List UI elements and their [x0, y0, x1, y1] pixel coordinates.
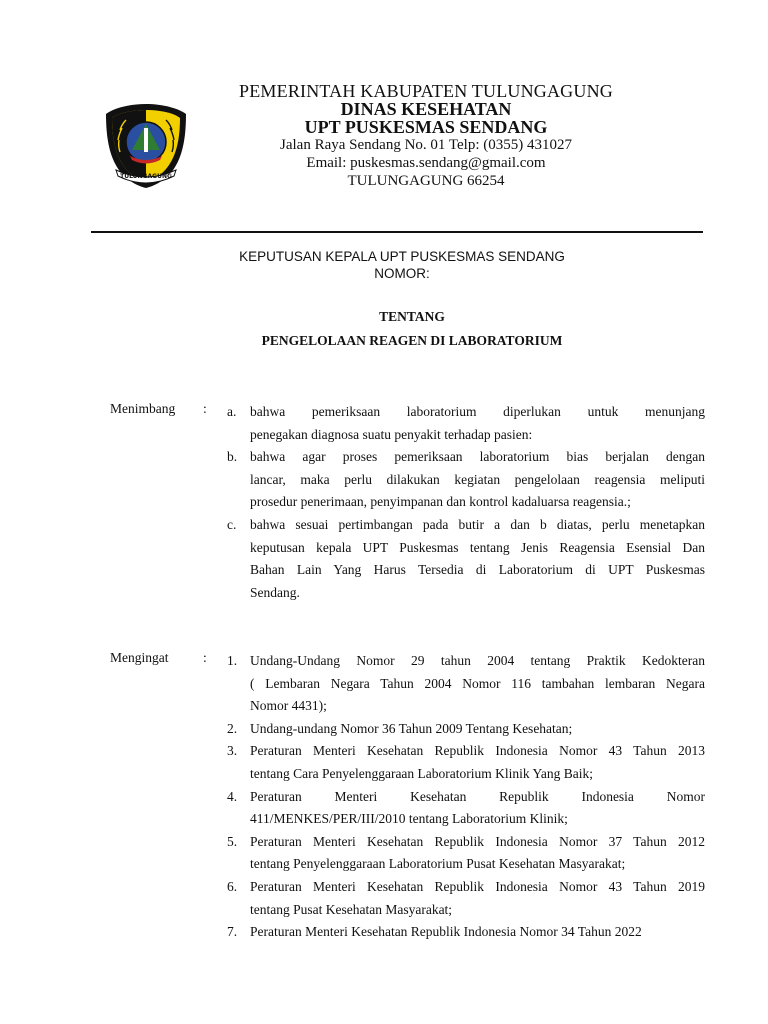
mengingat-item — [227, 650, 705, 718]
menimbang-item — [227, 514, 705, 604]
address-line: Jalan Raya Sendang No. 01 Telp: (0355) 431027 — [280, 137, 572, 153]
mengingat-item-text-line: tentang Pusat Kesehatan Masyarakat; — [250, 901, 453, 917]
mengingat-item-text-line: Peraturan Menteri Kesehatan Republik Indonesia Nomor — [250, 788, 705, 804]
menimbang-item-text-line: Sendang. — [250, 584, 300, 600]
topic-label: TENTANG — [379, 309, 445, 324]
agency-name: DINAS KESEHATAN — [340, 99, 512, 119]
menimbang-item — [227, 401, 705, 446]
mengingat-item-text-line: Peraturan Menteri Kesehatan Republik Indonesia Nomor 37 Tahun 2012 — [250, 833, 705, 849]
mengingat-item-text-line: tentang Penyelenggaraan Laboratorium Pusat Kesehatan Masyarakat; — [250, 856, 626, 872]
mengingat-item — [227, 786, 705, 831]
mengingat-item-text-line: tentang Cara Penyelenggaraan Laboratorium Klinik Yang Baik; — [250, 765, 594, 781]
mengingat-item-text-line: Undang-undang Nomor 36 Tahun 2009 Tentang Kesehatan; — [250, 720, 573, 736]
emblem-ribbon-text: TULUNGAGUNG — [120, 173, 172, 180]
mengingat-item-text-line: Peraturan Menteri Kesehatan Republik Indonesia Nomor 43 Tahun 2013 — [250, 743, 705, 759]
mengingat-item-text-line: Nomor 4431); — [250, 698, 327, 714]
menimbang-item-text-line: penegakan diagnosa suatu penyakit terhadap pasien: — [250, 426, 533, 442]
topic-subject: PENGELOLAAN REAGEN DI LABORATORIUM — [261, 333, 563, 348]
decree-title: KEPUTUSAN KEPALA UPT PUSKESMAS SENDANG — [239, 249, 565, 264]
menimbang-item-text-line: bahwa agar proses pemeriksaan laboratorium bias berjalan dengan — [250, 449, 705, 465]
email-line: Email: puskesmas.sendang@gmail.com — [306, 155, 546, 171]
menimbang-item-text-line: bahwa pemeriksaan laboratorium diperlukan untuk menunjang — [250, 404, 705, 419]
mengingat-item-marker: 7. — [227, 924, 238, 940]
mengingat-item-text-line: Undang-Undang Nomor 29 tahun 2004 tentang Praktik Kedokteran — [250, 653, 705, 668]
mengingat-item-marker: 3. — [227, 743, 238, 759]
unit-name: UPT PUSKESMAS SENDANG — [304, 117, 548, 137]
mengingat-item — [227, 718, 705, 741]
menimbang-item-text-line: keputusan kepala UPT Puskesmas tentang Jenis Reagensia Esensial Dan — [250, 539, 705, 555]
menimbang-item-text-line: bahwa sesuai pertimbangan pada butir a dan b diatas, perlu menetapkan — [250, 516, 705, 532]
mengingat-item-text-line: Peraturan Menteri Kesehatan Republik Indonesia Nomor 34 Tahun 2022 — [250, 924, 642, 940]
menimbang-item-text-line: prosedur penerimaan, penyimpanan dan kontrol kadaluarsa reagensia.; — [250, 494, 631, 510]
letterhead-divider — [91, 231, 703, 233]
menimbang-item — [227, 446, 705, 514]
government-name: PEMERINTAH KABUPATEN TULUNGAGUNG — [239, 81, 613, 101]
mengingat-item — [227, 921, 705, 944]
regency-emblem-logo — [100, 100, 192, 192]
mengingat-item-marker: 4. — [227, 788, 238, 804]
menimbang-item-text-line: Bahan Lain Yang Harus Tersedia di Laboratorium di UPT Puskesmas — [250, 562, 705, 578]
menimbang-item-marker: b. — [227, 449, 238, 465]
menimbang-item-marker: c. — [227, 516, 237, 532]
mengingat-list — [227, 650, 705, 944]
menimbang-colon: : — [203, 401, 207, 416]
mengingat-item-marker: 1. — [227, 653, 238, 668]
city-postal-line: TULUNGAGUNG 66254 — [347, 173, 505, 189]
mengingat-item — [227, 740, 705, 785]
mengingat-item-text-line: ( Lembaran Negara Tahun 2004 Nomor 116 tambahan lembaran Negara — [250, 675, 705, 691]
mengingat-label: Mengingat — [110, 650, 169, 665]
mengingat-colon: : — [203, 650, 207, 665]
menimbang-list — [227, 401, 705, 604]
decree-heading — [91, 248, 713, 282]
decree-topic — [91, 305, 733, 353]
mengingat-item-text-line: 411/MENKES/PER/III/2010 tentang Laboratorium Klinik; — [250, 811, 568, 827]
mengingat-item-marker: 6. — [227, 878, 238, 894]
mengingat-item — [227, 831, 705, 876]
mengingat-item-marker: 5. — [227, 833, 238, 849]
mengingat-item-marker: 2. — [227, 720, 238, 736]
decree-number-label: NOMOR: — [374, 266, 430, 281]
letterhead — [200, 82, 652, 190]
menimbang-label: Menimbang — [110, 401, 176, 416]
mengingat-item — [227, 876, 705, 921]
mengingat-item-text-line: Peraturan Menteri Kesehatan Republik Indonesia Nomor 43 Tahun 2019 — [250, 878, 705, 894]
menimbang-item-marker: a. — [227, 404, 237, 419]
menimbang-item-text-line: lancar, maka perlu dilakukan kegiatan pengelolaan reagensia meliputi — [250, 471, 705, 487]
